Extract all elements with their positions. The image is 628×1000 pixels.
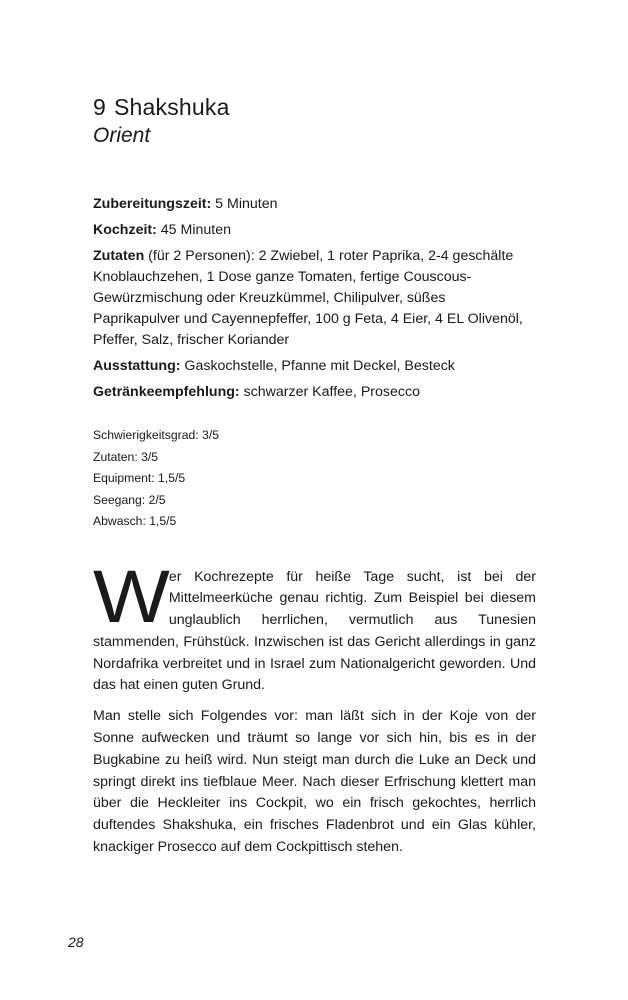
cook-time-label: Kochzeit: — [93, 222, 157, 238]
body-paragraph-1-text: er Kochrezepte für heiße Tage sucht, ist bei der Mittelmeerküche genau richtig. Zum Beispiel bei diesem unglaublich herrlichen, vermutlich aus Tunesien stammenden, Frühstück. Inzwischen ist das Gericht allerdings in ganz Nordafrika verbreitet und in Israel zum Nationalgericht geworden. Und das hat einen guten Grund. — [93, 568, 536, 694]
rating-ingredients: Zutaten: 3/5 — [93, 449, 159, 464]
equipment — [93, 356, 536, 377]
prep-time-value: 5 Minuten — [211, 196, 278, 212]
rating-sea-state: Seegang: 2/5 — [93, 492, 166, 507]
drink-value: schwarzer Kaffee, Prosecco — [239, 384, 420, 400]
recipe-page — [93, 92, 536, 868]
recipe-body — [93, 554, 536, 859]
rating-difficulty: Schwierigkeitsgrad: 3/5 — [93, 428, 219, 442]
drink-label: Getränkeempfehlung: — [93, 384, 240, 400]
drink-recommendation — [93, 382, 536, 403]
ingredients-value: (für 2 Personen): 2 Zwiebel, 1 roter Paprika, 2-4 geschälte Knoblauchzehen, 1 Dose ganze Tomaten, fertige Couscous-Gewürzmischung oder Kreuzkümmel, Chilipulver, süßes Paprikapulver und Cayennepfeffer, 100 g Feta, 4 Eier, 4 EL Olivenöl, Pfeffer, Salz, frischer Koriander — [93, 248, 523, 348]
equipment-value: Gaskochstelle, Pfanne mit Deckel, Besteck — [180, 358, 455, 374]
ratings-list — [93, 425, 536, 533]
drop-cap: W — [93, 554, 170, 638]
page-number: 28 — [68, 934, 84, 950]
rating-equipment: Equipment: 1,5/5 — [93, 471, 186, 485]
ingredients-label: Zutaten — [93, 248, 145, 264]
recipe-meta — [93, 194, 536, 403]
recipe-number: 9 — [93, 94, 106, 120]
prep-time-label: Zubereitungszeit: — [93, 196, 212, 212]
rating-dishes: Abwasch: 1,5/5 — [93, 514, 177, 528]
prep-time — [93, 194, 536, 215]
recipe-region: Orient — [93, 124, 151, 147]
recipe-title — [93, 92, 536, 122]
recipe-name: Shakshuka — [114, 94, 230, 120]
body-paragraph-1 — [93, 554, 536, 698]
body-paragraph-2: Man stelle sich Folgendes vor: man läßt sich in der Koje von der Sonne aufwecken und träumt so lange vor sich hin, bis es in der Bugkabine zu heiß wird. Nun steigt man durch die Luke an Deck und springt direkt ins tiefblaue Meer. Nach dieser Erfrischung klettert man über die Heckleiter ins Cockpit, wo ein frisch gekochtes, herrlich duftendes Shakshuka, ein frisches Fladenbrot und ein Glas kühler, knackiger Prosecco auf dem Cockpittisch stehen. — [93, 708, 536, 856]
ingredients — [93, 246, 536, 351]
cook-time-value: 45 Minuten — [156, 222, 231, 238]
equipment-label: Ausstattung: — [93, 358, 181, 374]
cook-time — [93, 220, 536, 241]
